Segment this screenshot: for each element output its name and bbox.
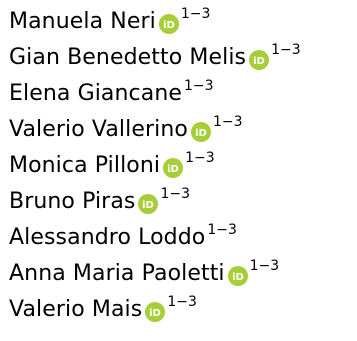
svg-text:iD: iD bbox=[253, 56, 265, 67]
orcid-icon[interactable] bbox=[249, 50, 269, 70]
affiliation-superscript: 1−3 bbox=[207, 222, 237, 238]
author-name: Valerio Vallerino bbox=[9, 117, 188, 142]
affiliation-superscript: 1−3 bbox=[180, 6, 211, 22]
orcid-icon[interactable] bbox=[138, 194, 158, 214]
author-name: Manuela Neri bbox=[9, 9, 156, 34]
svg-text:iD: iD bbox=[195, 128, 207, 139]
affiliation-superscript: 1−3 bbox=[185, 150, 215, 166]
author-name: Monica Pilloni bbox=[9, 153, 161, 178]
author-item bbox=[9, 148, 215, 184]
orcid-icon[interactable] bbox=[163, 158, 183, 178]
affiliation-superscript: 1−3 bbox=[167, 294, 197, 310]
svg-text:iD: iD bbox=[149, 308, 162, 319]
affiliation-superscript: 1−3 bbox=[160, 186, 191, 202]
svg-text:iD: iD bbox=[142, 200, 155, 211]
orcid-icon[interactable] bbox=[145, 302, 165, 322]
svg-text:iD: iD bbox=[231, 272, 244, 283]
orcid-icon[interactable] bbox=[159, 14, 179, 34]
author-item bbox=[9, 256, 279, 292]
author-name: Elena Giancane bbox=[9, 81, 183, 106]
orcid-icon[interactable] bbox=[191, 122, 211, 142]
author-item bbox=[9, 40, 301, 76]
affiliation-superscript: 1−3 bbox=[271, 42, 301, 58]
author-item bbox=[9, 76, 214, 112]
author-name: Alessandro Loddo bbox=[9, 225, 206, 250]
affiliation-superscript: 1−3 bbox=[212, 114, 243, 130]
author-item bbox=[9, 4, 210, 40]
author-item bbox=[9, 220, 237, 256]
svg-text:iD: iD bbox=[162, 20, 175, 31]
author-item bbox=[9, 184, 190, 220]
author-name: Bruno Piras bbox=[9, 189, 136, 214]
author-name: Anna Maria Paoletti bbox=[9, 261, 225, 286]
author-name: Gian Benedetto Melis bbox=[9, 45, 247, 70]
author-item bbox=[9, 112, 242, 148]
svg-text:iD: iD bbox=[167, 164, 179, 175]
author-item bbox=[9, 292, 197, 328]
orcid-icon[interactable] bbox=[228, 266, 248, 286]
author-name: Valerio Mais bbox=[9, 297, 143, 322]
affiliation-superscript: 1−3 bbox=[184, 78, 214, 94]
affiliation-superscript: 1−3 bbox=[249, 258, 280, 274]
